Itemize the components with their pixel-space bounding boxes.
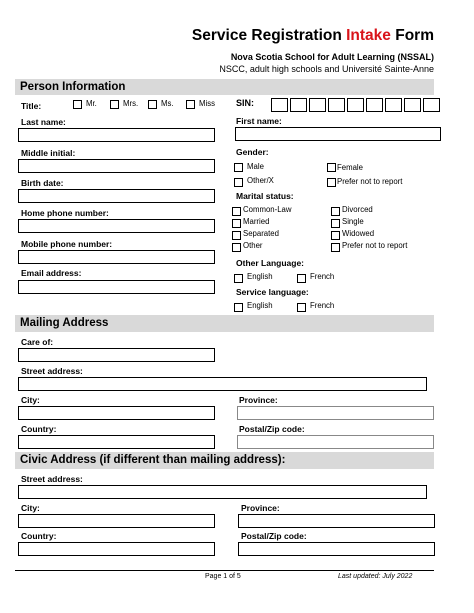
title-highlight: Intake xyxy=(346,27,391,44)
title-miss-checkbox[interactable] xyxy=(186,100,195,109)
other-language-label: Other Language: xyxy=(236,258,305,268)
marital-widowed-label: Widowed xyxy=(342,229,375,238)
sin-digit-box[interactable] xyxy=(290,98,307,112)
service-language-english-label: English xyxy=(247,301,273,310)
mailing-postal-label: Postal/Zip code: xyxy=(239,424,305,434)
marital-common-law-label: Common-Law xyxy=(243,205,292,214)
civic-province-label: Province: xyxy=(241,503,280,513)
sin-digit-box[interactable] xyxy=(423,98,440,112)
form-subtitle-2: NSCC, adult high schools and Université Sainte-Anne xyxy=(219,64,434,74)
marital-single-checkbox[interactable] xyxy=(331,219,340,228)
marital-other-label: Other xyxy=(243,241,263,250)
mailing-postal-field[interactable] xyxy=(237,435,434,449)
mailing-city-field[interactable] xyxy=(18,406,215,420)
marital-other-checkbox[interactable] xyxy=(232,243,241,252)
gender-prefer-not-checkbox[interactable] xyxy=(327,178,336,187)
middle-initial-label: Middle initial: xyxy=(21,148,76,158)
title-label: Title: xyxy=(21,101,42,111)
civic-street-field[interactable] xyxy=(18,485,427,499)
sin-digit-box[interactable] xyxy=(309,98,326,112)
gender-other-label: Other/X xyxy=(247,176,274,185)
marital-married-label: Married xyxy=(243,217,270,226)
sin-label: SIN: xyxy=(236,98,254,108)
civic-postal-label: Postal/Zip code: xyxy=(241,531,307,541)
section-civic-address: Civic Address (if different than mailing address): xyxy=(15,452,434,469)
mobile-phone-label: Mobile phone number: xyxy=(21,239,113,249)
civic-street-label: Street address: xyxy=(21,474,83,484)
title-miss-label: Miss xyxy=(199,99,216,108)
mailing-street-field[interactable] xyxy=(18,377,427,391)
marital-status-label: Marital status: xyxy=(236,191,294,201)
mailing-street-label: Street address: xyxy=(21,366,83,376)
civic-country-label: Country: xyxy=(21,531,57,541)
marital-prefer-not-label: Prefer not to report xyxy=(342,241,408,250)
care-of-label: Care of: xyxy=(21,337,54,347)
sin-digit-box[interactable] xyxy=(328,98,345,112)
civic-city-label: City: xyxy=(21,503,40,513)
title-mrs-label: Mrs. xyxy=(123,99,139,108)
title-ms-checkbox[interactable] xyxy=(148,100,157,109)
other-language-english-checkbox[interactable] xyxy=(234,274,243,283)
mailing-country-label: Country: xyxy=(21,424,57,434)
other-language-french-label: French xyxy=(310,272,335,281)
gender-male-label: Male xyxy=(247,162,264,171)
other-language-english-label: English xyxy=(247,272,273,281)
civic-postal-field[interactable] xyxy=(238,542,435,556)
marital-prefer-not-checkbox[interactable] xyxy=(331,243,340,252)
mailing-province-field[interactable] xyxy=(237,406,434,420)
section-mailing-address: Mailing Address xyxy=(15,315,434,332)
sin-digit-box[interactable] xyxy=(404,98,421,112)
civic-city-field[interactable] xyxy=(18,514,215,528)
mailing-city-label: City: xyxy=(21,395,40,405)
civic-country-field[interactable] xyxy=(18,542,215,556)
gender-female-checkbox[interactable] xyxy=(327,163,336,172)
service-language-french-checkbox[interactable] xyxy=(297,303,306,312)
marital-single-label: Single xyxy=(342,217,364,226)
mailing-province-label: Province: xyxy=(239,395,278,405)
gender-other-checkbox[interactable] xyxy=(234,178,243,187)
title-ms-label: Ms. xyxy=(161,99,174,108)
mailing-country-field[interactable] xyxy=(18,435,215,449)
gender-male-checkbox[interactable] xyxy=(234,163,243,172)
home-phone-field[interactable] xyxy=(18,219,215,233)
birth-date-label: Birth date: xyxy=(21,178,64,188)
last-name-label: Last name: xyxy=(21,117,66,127)
sin-digit-box[interactable] xyxy=(385,98,402,112)
birth-date-field[interactable] xyxy=(18,189,215,203)
service-language-label: Service language: xyxy=(236,287,309,297)
gender-label: Gender: xyxy=(236,147,269,157)
marital-common-law-checkbox[interactable] xyxy=(232,207,241,216)
care-of-field[interactable] xyxy=(18,348,215,362)
form-title: Service Registration Intake Form xyxy=(191,27,434,44)
title-mr-label: Mr. xyxy=(86,99,97,108)
form-subtitle: Nova Scotia School for Adult Learning (NSSAL) xyxy=(230,52,434,62)
page-number: Page 1 of 5 xyxy=(205,573,241,580)
footer-divider xyxy=(15,570,434,571)
middle-initial-field[interactable] xyxy=(18,159,215,173)
service-language-french-label: French xyxy=(310,301,335,310)
marital-separated-label: Separated xyxy=(243,229,279,238)
first-name-label: First name: xyxy=(236,116,282,126)
other-language-french-checkbox[interactable] xyxy=(297,274,306,283)
title-mr-checkbox[interactable] xyxy=(73,100,82,109)
email-field[interactable] xyxy=(18,280,215,294)
sin-digit-box[interactable] xyxy=(366,98,383,112)
service-language-english-checkbox[interactable] xyxy=(234,303,243,312)
marital-married-checkbox[interactable] xyxy=(232,219,241,228)
marital-separated-checkbox[interactable] xyxy=(232,231,241,240)
section-person-information: Person Information xyxy=(15,79,434,95)
mobile-phone-field[interactable] xyxy=(18,250,215,264)
sin-digit-box[interactable] xyxy=(271,98,288,112)
sin-digit-box[interactable] xyxy=(347,98,364,112)
last-name-field[interactable] xyxy=(18,128,215,142)
home-phone-label: Home phone number: xyxy=(21,208,109,218)
title-mrs-checkbox[interactable] xyxy=(110,100,119,109)
civic-province-field[interactable] xyxy=(238,514,435,528)
marital-widowed-checkbox[interactable] xyxy=(331,231,340,240)
gender-female-label: Female xyxy=(337,163,363,172)
marital-divorced-label: Divorced xyxy=(342,205,373,214)
marital-divorced-checkbox[interactable] xyxy=(331,207,340,216)
first-name-field[interactable] xyxy=(235,127,441,141)
last-updated: Last updated: July 2022 xyxy=(338,573,413,580)
gender-prefer-not-label: Prefer not to report xyxy=(337,177,403,186)
email-label: Email address: xyxy=(21,268,82,278)
